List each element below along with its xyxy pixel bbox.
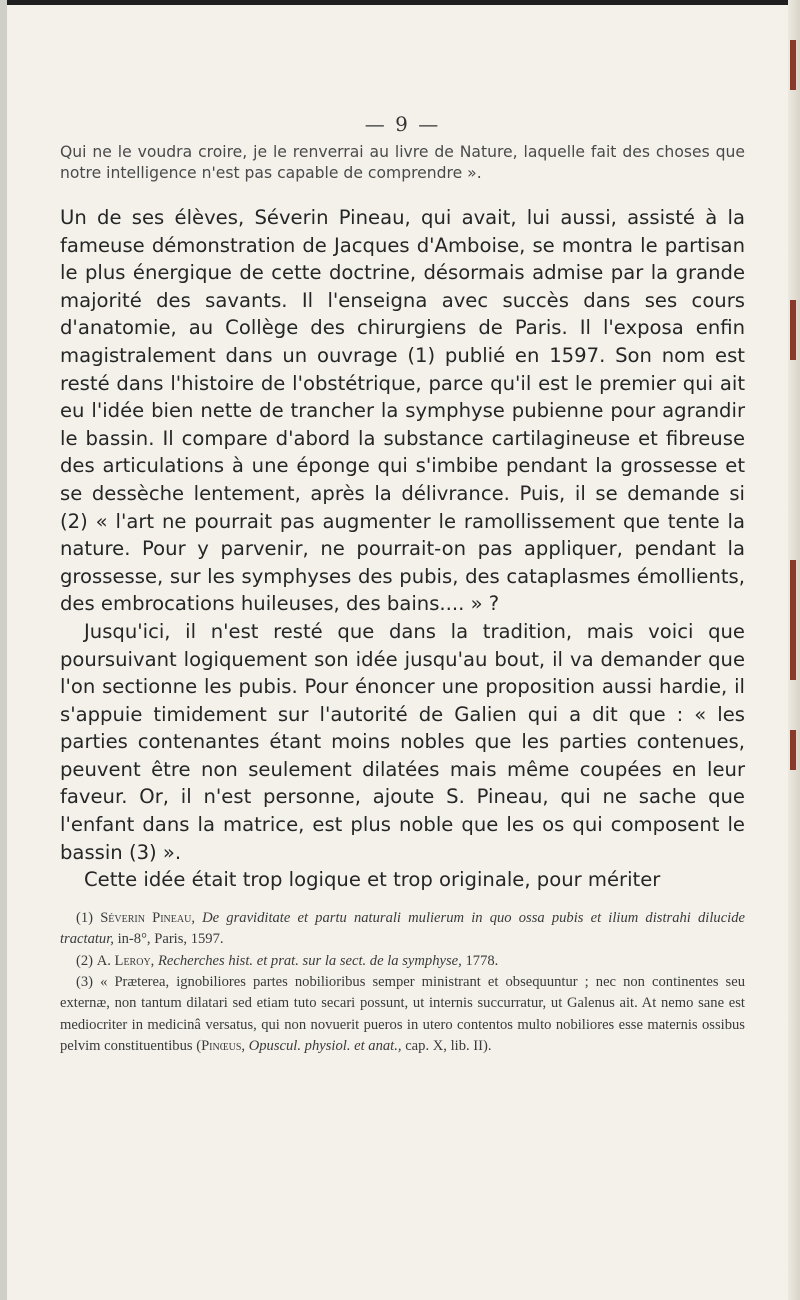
book-page: [60, 112, 745, 1058]
paragraph-3: Cette idée était trop logique et trop originale, pour mériter: [84, 868, 661, 892]
paragraph-2: Jusqu'ici, il n'est resté que dans la tradition, mais voici que poursuivant logiquement son idée jusqu'au bout, il va demander que l'on sectionne les pubis. Pour énoncer une proposition aussi hardie, il s'appuie timidement sur l'autorité de Galien qui a dit que : « les parties contenantes étant moins nobles que les parties contenues, peuvent être non seulement dilatées mais même coupées en leur faveur. Or, il n'est personne, ajoute S. Pineau, qui ne sache que l'enfant dans la matrice, est plus noble que les os qui composent le bassin (3) ».: [60, 619, 745, 864]
paragraph-1: Un de ses élèves, Séverin Pineau, qui avait, lui aussi, assisté à la fameuse démonstration de Jacques d'Amboise, se montra le partisan le plus énergique de cette doctrine, désormais admise par la grande majorité des savants. Il l'enseigna avec succès dans ses cours d'anatomie, au Collège des chirurgiens de Paris. Il l'exposa enfin magistralement dans un ouvrage (1) publié en 1597. Son nom est resté dans l'histoire de l'obstétrique, parce qu'il est le premier qui ait eu l'idée bien nette de trancher la symphyse pubienne pour agrandir le bassin. Il compare d'abord la substance cartilagineuse et fibreuse des articulations à une éponge qui s'imbibe pendant la grossesse et se dessèche lentement, après la délivrance. Puis, il se demande si (2) « l'art ne pourrait pas augmenter le ramollissement que tente la nature. Pour y parvenir, ne pourrait-on pas appliquer, pendant la grossesse, sur les symphyses des pubis, des cataplasmes émollients, des embrocations huileuses, des bains.... » ?: [60, 206, 745, 616]
footnote-2: (2) A. Leroy, Recherches hist. et prat. sur la sect. de la symphyse, 1778.: [76, 952, 499, 969]
scan-top-edge: [0, 0, 800, 5]
scan-right-edge: [788, 0, 800, 1300]
footnote-1: (1) Séverin Pineau, De graviditate et partu naturali mulierum in quo ossa pubis et ilium distrahi dilucide tractatur, in-8°, Paris, 1597.: [60, 909, 745, 948]
quote-continuation: Qui ne le voudra croire, je le renverrai au livre de Nature, laquelle fait des choses que notre intelligence n'est pas capable de comprendre ».: [60, 143, 745, 182]
footnote-3: (3) « Præterea, ignobiliores partes nobilioribus semper ministrant et obsequuntur ; nec non continentes seu externæ, non tantum dilatari sed etiam tuto secari possunt, ut internis succurratur, ut Galenus ait. At nemo sane est mediocriter in medicinâ versatus, qui non novuerit pueros in utero contentos multo nobiliores esse maternis ossibus pelvim constituentibus (Pinœus, Opuscul. physiol. et anat., cap. X, lib. II).: [60, 974, 745, 1055]
footnotes: [60, 908, 745, 1058]
page-number: — 9 —: [364, 112, 441, 136]
scan-left-edge: [0, 0, 7, 1300]
